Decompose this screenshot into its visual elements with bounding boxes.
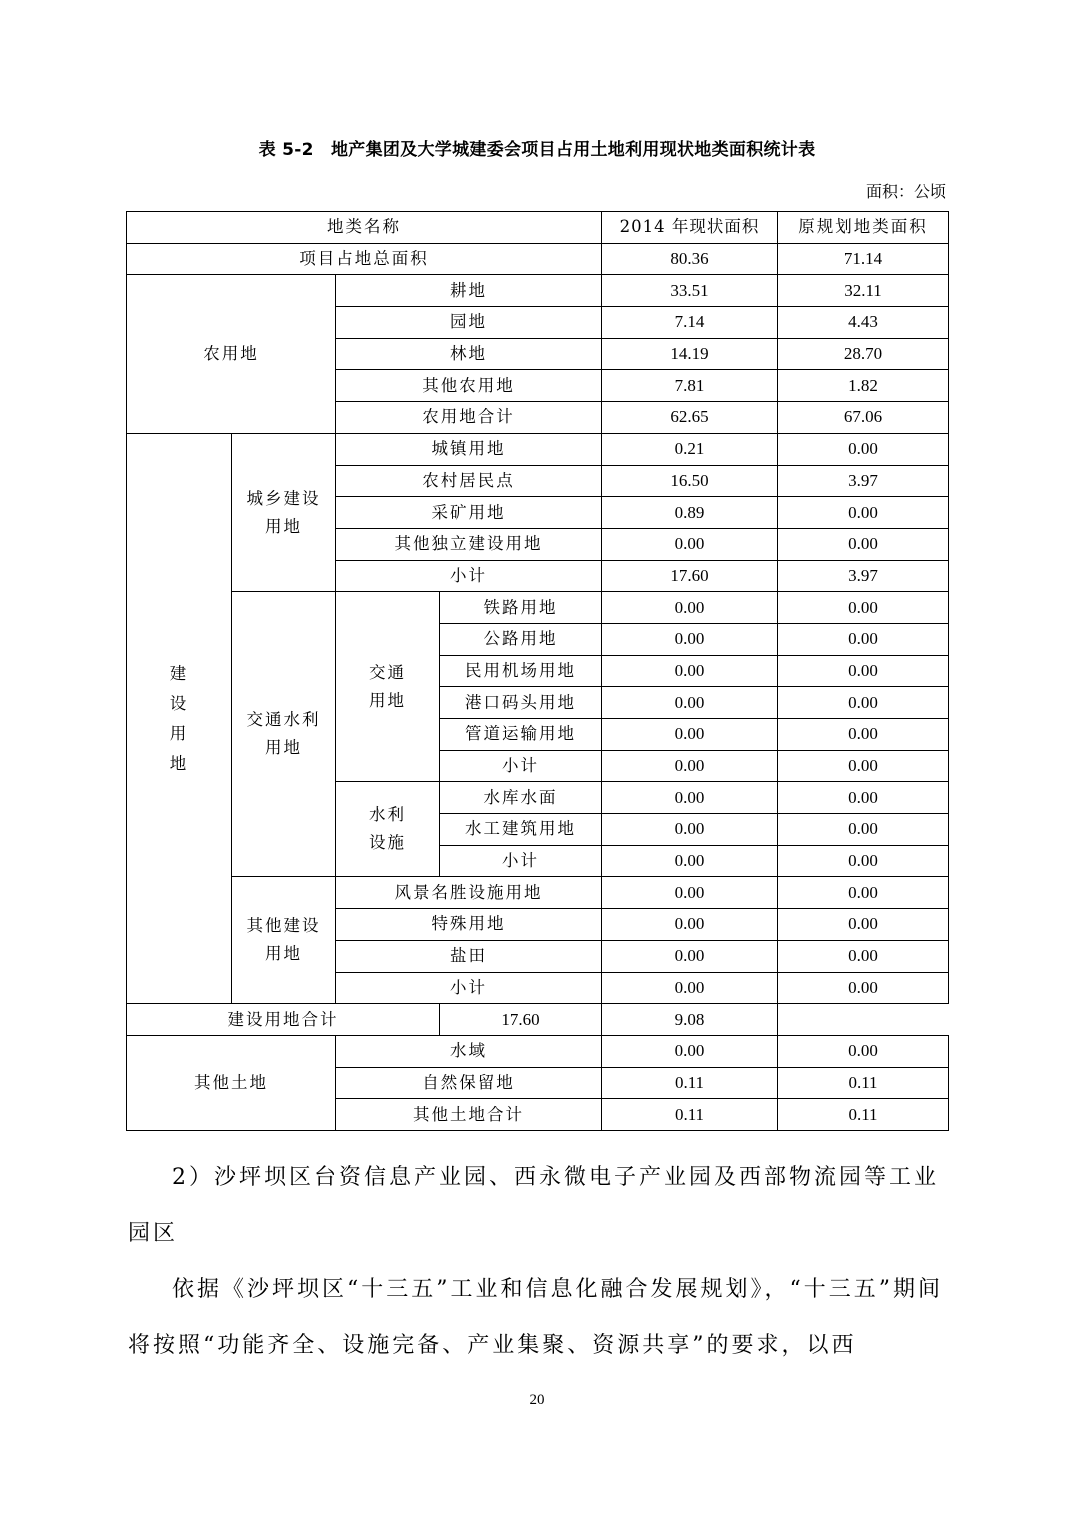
subcategory-urban-rural	[232, 433, 336, 591]
cell-planned: 0.00	[778, 592, 949, 624]
table-row	[127, 1004, 949, 1036]
subcategory-transport-water-label: 交通水利用地	[246, 710, 321, 758]
cell-current: 0.00	[602, 1035, 778, 1067]
subcategory-other-construction-label: 其他建设用地	[246, 916, 321, 964]
cell-current: 17.60	[602, 560, 778, 592]
table-header-row	[127, 212, 949, 244]
unit-label: 面积：公顷	[865, 182, 946, 201]
group-transport	[336, 592, 440, 782]
cell-planned: 0.00	[778, 782, 949, 814]
cell-current: 0.00	[602, 750, 778, 782]
cell-planned: 0.00	[778, 719, 949, 751]
row-label: 建设用地合计	[127, 1004, 440, 1036]
cell-current: 0.00	[602, 877, 778, 909]
row-label: 盐田	[336, 940, 602, 972]
cell-planned: 0.00	[778, 655, 949, 687]
row-label: 特殊用地	[336, 909, 602, 941]
cell-current: 0.00	[602, 687, 778, 719]
cell-planned: 0.11	[778, 1099, 949, 1131]
cell-current: 17.60	[440, 1004, 602, 1036]
group-water	[336, 782, 440, 877]
cell-current: 0.00	[602, 940, 778, 972]
cell-planned: 0.00	[778, 687, 949, 719]
cell-planned: 0.00	[778, 972, 949, 1004]
cell-planned: 71.14	[778, 243, 949, 275]
cell-current: 62.65	[602, 402, 778, 434]
row-label: 农村居民点	[336, 465, 602, 497]
cell-current: 0.00	[602, 909, 778, 941]
row-label: 采矿用地	[336, 497, 602, 529]
cell-current: 0.00	[602, 782, 778, 814]
cell-current: 0.00	[602, 814, 778, 846]
category-other-land: 其他土地	[127, 1035, 336, 1130]
cell-planned: 4.43	[778, 307, 949, 339]
row-label: 铁路用地	[440, 592, 602, 624]
cell-current: 0.00	[602, 623, 778, 655]
cell-current: 0.11	[602, 1067, 778, 1099]
group-transport-label: 交通用地	[368, 662, 406, 710]
row-label: 项目占地总面积	[127, 243, 602, 275]
cell-current: 0.11	[602, 1099, 778, 1131]
row-label: 水工建筑用地	[440, 814, 602, 846]
cell-planned: 0.00	[778, 623, 949, 655]
table-row	[127, 243, 949, 275]
row-label: 林地	[336, 338, 602, 370]
cell-current: 7.14	[602, 307, 778, 339]
cell-planned: 0.00	[778, 940, 949, 972]
cell-current: 0.00	[602, 845, 778, 877]
row-label: 水库水面	[440, 782, 602, 814]
cell-planned: 0.00	[778, 528, 949, 560]
paragraph-heading: 2）沙坪坝区台资信息产业园、西永微电子产业园及西部物流园等工业园区	[128, 1165, 939, 1246]
cell-current: 0.00	[602, 528, 778, 560]
page-number: 20	[529, 1392, 545, 1408]
cell-current: 80.36	[602, 243, 778, 275]
cell-planned: 9.08	[602, 1004, 778, 1036]
cell-current: 14.19	[602, 338, 778, 370]
row-label: 小计	[336, 560, 602, 592]
table-row	[127, 592, 949, 624]
row-label: 小计	[440, 750, 602, 782]
cell-planned: 0.00	[778, 433, 949, 465]
cell-current: 7.81	[602, 370, 778, 402]
row-label: 城镇用地	[336, 433, 602, 465]
header-planned: 原规划地类面积	[778, 212, 949, 244]
row-label: 其他农用地	[336, 370, 602, 402]
category-agri: 农用地	[127, 275, 336, 433]
cell-planned: 0.11	[778, 1067, 949, 1099]
cell-planned: 0.00	[778, 877, 949, 909]
group-water-label: 水利设施	[368, 805, 406, 853]
table-row	[127, 275, 949, 307]
cell-current: 0.21	[602, 433, 778, 465]
cell-planned: 0.00	[778, 845, 949, 877]
table-row	[127, 877, 949, 909]
paragraph-body: 依据《沙坪坝区“十三五”工业和信息化融合发展规划》，“十三五”期间将按照“功能齐全、设施完备、产业集聚、资源共享”的要求，以西	[128, 1277, 943, 1358]
row-label: 公路用地	[440, 623, 602, 655]
category-construction	[127, 433, 232, 1003]
cell-planned: 1.82	[778, 370, 949, 402]
header-name: 地类名称	[127, 212, 602, 244]
row-label: 耕地	[336, 275, 602, 307]
cell-planned: 28.70	[778, 338, 949, 370]
subcategory-transport-water	[232, 592, 336, 877]
cell-planned: 0.00	[778, 814, 949, 846]
subcategory-urban-rural-label: 城乡建设用地	[246, 488, 321, 536]
cell-current: 0.00	[602, 655, 778, 687]
cell-current: 0.00	[602, 592, 778, 624]
cell-planned: 0.00	[778, 750, 949, 782]
row-label: 民用机场用地	[440, 655, 602, 687]
cell-planned: 0.00	[778, 497, 949, 529]
subcategory-other-construction	[232, 877, 336, 1004]
cell-current: 0.00	[602, 972, 778, 1004]
cell-planned: 67.06	[778, 402, 949, 434]
cell-current: 16.50	[602, 465, 778, 497]
cell-current: 0.00	[602, 719, 778, 751]
table-row	[127, 1035, 949, 1067]
land-use-table	[126, 211, 949, 1131]
table-caption: 表 5-2 地产集团及大学城建委会项目占用土地利用现状地类面积统计表	[258, 140, 816, 160]
row-label: 小计	[440, 845, 602, 877]
cell-planned: 0.00	[778, 909, 949, 941]
cell-current: 33.51	[602, 275, 778, 307]
row-label: 农用地合计	[336, 402, 602, 434]
row-label: 水域	[336, 1035, 602, 1067]
row-label: 小计	[336, 972, 602, 1004]
header-current: 2014 年现状面积	[602, 212, 778, 244]
cell-planned: 0.00	[778, 1035, 949, 1067]
row-label: 园地	[336, 307, 602, 339]
row-label: 港口码头用地	[440, 687, 602, 719]
row-label: 管道运输用地	[440, 719, 602, 751]
category-construction-label: 建设用地	[169, 663, 189, 773]
row-label: 其他土地合计	[336, 1099, 602, 1131]
row-label: 其他独立建设用地	[336, 528, 602, 560]
cell-planned: 3.97	[778, 465, 949, 497]
row-label: 风景名胜设施用地	[336, 877, 602, 909]
cell-planned: 32.11	[778, 275, 949, 307]
cell-current: 0.89	[602, 497, 778, 529]
table-row	[127, 433, 949, 465]
row-label: 自然保留地	[336, 1067, 602, 1099]
cell-planned: 3.97	[778, 560, 949, 592]
